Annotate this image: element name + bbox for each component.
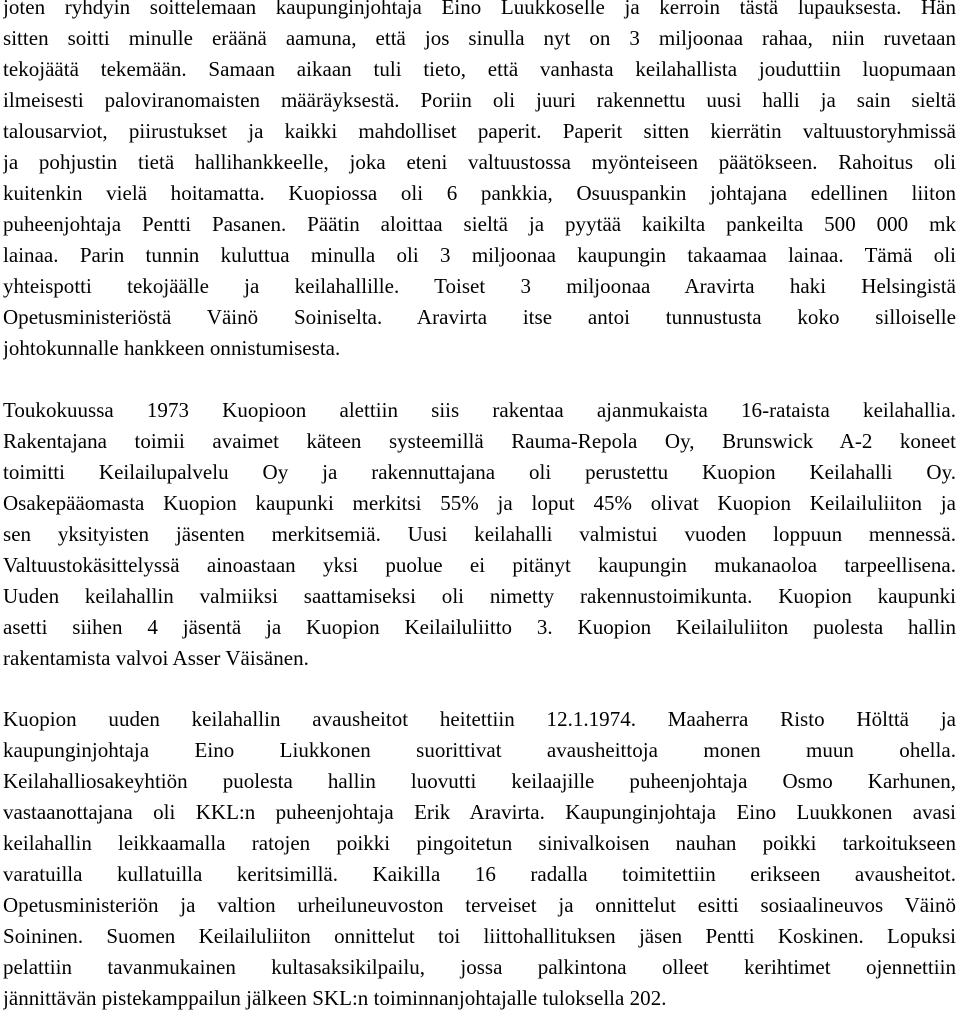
text-line: johtokunnalle hankkeen onnistumisesta. [3, 336, 341, 360]
text-line: lainaa. Parin tunnin kuluttua minulla oli 3 miljoonaa kaupungin takaamaa lainaa. Tämä oli [3, 243, 956, 267]
text-line: varatuilla kullatuilla keritsimillä. Kaikilla 16 radalla toimitettiin erikseen avausheitot. [3, 862, 956, 886]
text-line: Toukokuussa 1973 Kuopioon alettiin siis rakentaa ajanmukaista 16-rataista keilahallia. [3, 398, 956, 422]
text-line: Opetusministeriön ja valtion urheiluneuvoston terveiset ja onnittelut esitti sosiaalineuvos Väinö [3, 893, 956, 917]
document-page [3, 0, 956, 1014]
text-line: kaupunginjohtaja Eino Liukkonen suorittivat avausheittoja monen muun ohella. [3, 738, 956, 762]
text-line: asetti siihen 4 jäsentä ja Kuopion Keilailuliitto 3. Kuopion Keilailuliiton puolesta hallin [3, 615, 956, 639]
text-line: yhteispotti tekojäälle ja keilahallille. Toiset 3 miljoonaa Aravirta haki Helsingistä [3, 274, 956, 298]
text-line: sitten soitti minulle eräänä aamuna, että jos sinulla nyt on 3 miljoonaa rahaa, niin ruvetaan [3, 26, 956, 50]
text-line: talousarviot, piirustukset ja kaikki mahdolliset paperit. Paperit sitten kierrätin valtuustoryhmissä [3, 119, 956, 143]
text-line: Valtuustokäsittelyssä ainoastaan yksi puolue ei pitänyt kaupungin mukanaoloa tarpeellisena. [3, 553, 956, 577]
text-line: joten ryhdyin soittelemaan kaupunginjohtaja Eino Luukkoselle ja kerroin tästä lupauksesta. Hän [3, 0, 956, 19]
text-line: rakentamista valvoi Asser Väisänen. [3, 646, 309, 670]
text-line: Soininen. Suomen Keilailuliiton onnittelut toi liittohallituksen jäsen Pentti Koskinen. Lopuksi [3, 924, 956, 948]
text-line: keilahallin leikkaamalla ratojen poikki pingoitetun sinivalkoisen nauhan poikki tarkoitukseen [3, 831, 956, 855]
text-line: sen yksityisten jäsenten merkitsemiä. Uusi keilahalli valmistui vuoden loppuun mennessä. [3, 522, 956, 546]
text-line: Osakepääomasta Kuopion kaupunki merkitsi 55% ja loput 45% olivat Kuopion Keilailuliiton ja [3, 491, 956, 515]
text-line: Opetusministeriöstä Väinö Soiniselta. Aravirta itse antoi tunnustusta koko silloiselle [3, 305, 956, 329]
text-line: toimitti Keilailupalvelu Oy ja rakennuttajana oli perustettu Kuopion Keilahalli Oy. [3, 460, 956, 484]
text-line: Rakentajana toimii avaimet käteen systeemillä Rauma-Repola Oy, Brunswick A-2 koneet [3, 429, 956, 453]
paragraph-hall-opening [3, 704, 956, 1014]
text-line: Keilahalliosakeyhtiön puolesta hallin luovutti keilaajille puheenjohtaja Osmo Karhunen, [3, 769, 956, 793]
paragraph-hall-financing [3, 0, 956, 364]
text-line: Uuden keilahallin valmiiksi saattamiseksi oli nimetty rakennustoimikunta. Kuopion kaupunki [3, 584, 956, 608]
text-line: Kuopion uuden keilahallin avausheitot heitettiin 12.1.1974. Maaherra Risto Hölttä ja [3, 707, 956, 731]
paragraph-hall-construction [3, 395, 956, 674]
text-line: tekojäätä tekemään. Samaan aikaan tuli tieto, että vanhasta keilahallista jouduttiin luopumaan [3, 57, 956, 81]
text-line: jännittävän pistekamppailun jälkeen SKL:n toiminnanjohtajalle tuloksella 202. [3, 986, 667, 1010]
text-line: puheenjohtaja Pentti Pasanen. Päätin aloittaa sieltä ja pyytää kaikilta pankeilta 500 000 mk [3, 212, 956, 236]
text-line: kuitenkin vielä hoitamatta. Kuopiossa oli 6 pankkia, Osuuspankin johtajana edellinen liiton [3, 181, 956, 205]
text-line: ja pohjustin tietä hallihankkeelle, joka eteni valtuustossa myönteiseen päätökseen. Rahoitus oli [3, 150, 956, 174]
text-line: pelattiin tavanmukainen kultasaksikilpailu, jossa palkintona olleet kerihtimet ojennettiin [3, 955, 956, 979]
text-line: ilmeisesti paloviranomaisten määräyksestä. Poriin oli juuri rakennettu uusi halli ja sain sieltä [3, 88, 956, 112]
text-line: vastaanottajana oli KKL:n puheenjohtaja Erik Aravirta. Kaupunginjohtaja Eino Luukkonen avasi [3, 800, 956, 824]
